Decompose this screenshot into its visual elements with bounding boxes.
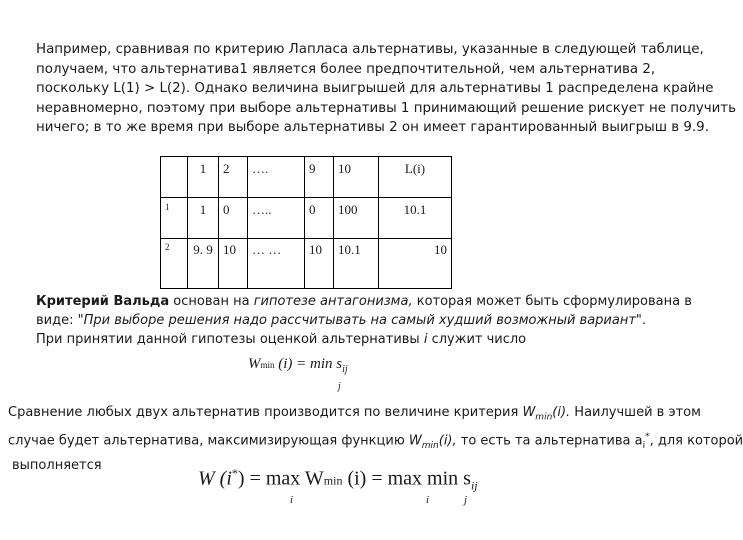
- table-cell: 100: [334, 198, 379, 239]
- intro-paragraph: [36, 40, 737, 138]
- text-line: Например, сравнивая по критерию Лапласа альтернативы, указанные в следующей таблице,: [36, 42, 704, 57]
- table-row: [161, 198, 452, 239]
- wald-formula: [248, 356, 348, 375]
- table-cell: 0: [305, 198, 334, 239]
- maximin-formula: [198, 466, 478, 494]
- table-cell: 9: [305, 157, 334, 198]
- table-cell: 10: [334, 157, 379, 198]
- text-span: *: [645, 431, 650, 442]
- text-span: W: [522, 405, 536, 420]
- text-span: (i),: [438, 432, 457, 448]
- text-span: виде:: [36, 313, 78, 328]
- formula-subscript: ij: [342, 364, 348, 375]
- text-span: то есть та альтернатива a: [456, 432, 643, 448]
- table-cell: 10.1: [334, 239, 379, 289]
- table-cell: 1: [188, 198, 219, 239]
- text-span: При принятии данной гипотезы оценкой альтернативы: [36, 332, 424, 347]
- formula-subscript: min: [260, 360, 275, 370]
- comparison-paragraph: [8, 403, 743, 475]
- table-cell: [161, 157, 188, 198]
- table-cell: 2: [219, 157, 248, 198]
- text-span: i: [642, 440, 646, 451]
- text-line: ничего; в то же время при выборе альтернативы 2 он имеет гарантированный выигрыш в 9.9.: [36, 120, 709, 135]
- formula-index: j: [464, 494, 468, 506]
- text-line: [36, 292, 696, 311]
- table-cell: 1: [161, 198, 188, 239]
- table-row: [161, 157, 452, 198]
- text-span: случае будет альтернатива, максимизирующая функцию: [8, 432, 409, 448]
- wald-paragraph: [36, 292, 696, 349]
- text-span: W: [408, 432, 422, 448]
- text-span: основан на: [169, 294, 254, 309]
- table-cell: … …: [248, 239, 305, 289]
- alternatives-table: [160, 156, 452, 289]
- table-cell: ….: [248, 157, 305, 198]
- text-span: служит число: [427, 332, 527, 347]
- text-span: i: [423, 332, 428, 347]
- formula-part: *: [231, 466, 238, 480]
- text-line: [8, 428, 743, 456]
- table-cell: 2: [161, 239, 188, 289]
- table-cell: 10: [219, 239, 248, 289]
- text-span: min: [421, 440, 439, 451]
- formula-part: W: [248, 356, 261, 372]
- table-cell: 0: [219, 198, 248, 239]
- table-cell: 10.1: [379, 198, 452, 239]
- table-cell: …..: [248, 198, 305, 239]
- formula-subscript: ij: [470, 478, 478, 493]
- formula-index: i: [290, 494, 294, 506]
- text-span: гипотезе антагонизма,: [253, 294, 413, 309]
- wald-term: Критерий Вальда: [36, 294, 170, 309]
- formula-part: W (i: [198, 467, 232, 490]
- text-span: которая может быть сформулирована в: [412, 294, 692, 309]
- text-span: Сравнение любых двух альтернатив производится по величине критерия: [8, 405, 523, 420]
- table-cell: 1: [188, 157, 219, 198]
- text-line: [36, 311, 696, 330]
- formula-part: (i) = min s: [274, 356, 343, 372]
- table-row: [161, 239, 452, 289]
- formula-part: (i) = max min s: [342, 467, 471, 490]
- text-span: (i).: [552, 405, 571, 420]
- text-span: .: [641, 313, 647, 328]
- text-line: [8, 403, 720, 428]
- text-line: поскольку L(1) > L(2). Однако величина выигрышей для альтернативы 1 распределена крайне: [36, 81, 714, 96]
- text-span: "При выборе решения надо рассчитывать на самый худший возможный вариант": [77, 313, 642, 328]
- table-cell: 10: [305, 239, 334, 289]
- formula-subscript: min: [323, 473, 343, 488]
- table-cell: L(i): [379, 157, 452, 198]
- formula-index: i: [426, 494, 430, 506]
- table-cell: 10: [379, 239, 452, 289]
- formula-index: j: [338, 381, 341, 392]
- text-line: [36, 330, 696, 349]
- table-cell: 9. 9: [188, 239, 219, 289]
- text-span: Наилучшей в этом: [570, 405, 701, 420]
- text-line: неравномерно, поэтому при выборе альтернативы 1 принимающий решение рискует не получить: [36, 100, 737, 116]
- formula-part: ) = max W: [237, 467, 324, 490]
- text-line: получаем, что альтернатива1 является более предпочтительной, чем альтернатива 2,: [36, 61, 656, 77]
- text-span: , для которой: [649, 432, 743, 448]
- text-line: выполняется: [12, 457, 102, 473]
- text-span: min: [535, 412, 553, 423]
